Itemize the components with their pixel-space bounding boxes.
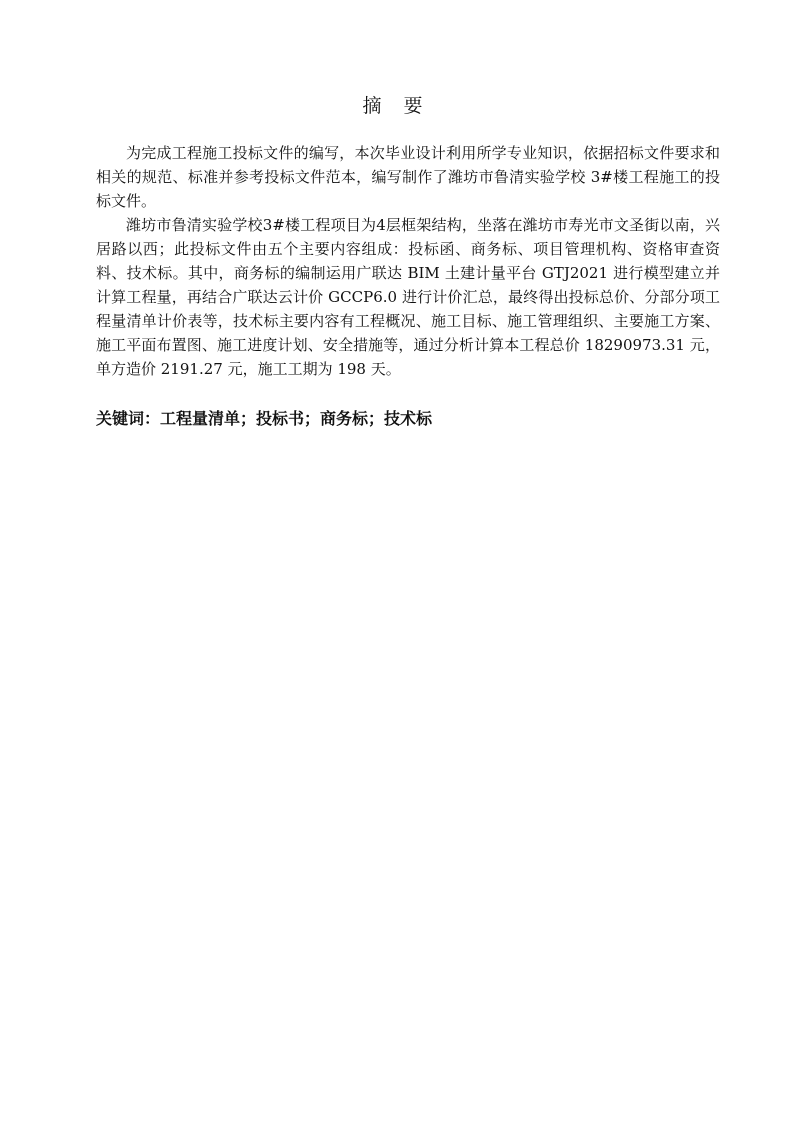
abstract-paragraph-2: 潍坊市鲁清实验学校3#楼工程项目为4层框架结构，坐落在潍坊市寿光市文圣街以南，兴居路以西；此投标文件由五个主要内容组成：投标函、商务标、项目管理机构、资格审查资料、技术标。其中，商务标的编制运用广联达 BIM 土建计量平台 GTJ2021 进行模型建立并计算工程量，再结合广联达云计价 GCCP6.0 进行计价汇总，最终得出投标总价、分部分项工程量清单计价表等，技术标主要内容有工程概况、施工目标、施工管理组织、主要施工方案、施工平面布置图、施工进度计划、安全措施等，通过分析计算本工程总价 18290973.31 元，单方造价 2191.27 元，施工工期为 198 天。: [96, 216, 720, 378]
keywords-line: 关键词：工程量清单；投标书；商务标；技术标: [96, 409, 433, 428]
abstract-body: [96, 141, 720, 381]
abstract-title: 摘 要: [362, 95, 431, 117]
abstract-paragraph-1: 为完成工程施工投标文件的编写，本次毕业设计利用所学专业知识，依据招标文件要求和相关的规范、标准并参考投标文件范本，编写制作了潍坊市鲁清实验学校 3#楼工程施工的投标文件。: [96, 144, 720, 210]
